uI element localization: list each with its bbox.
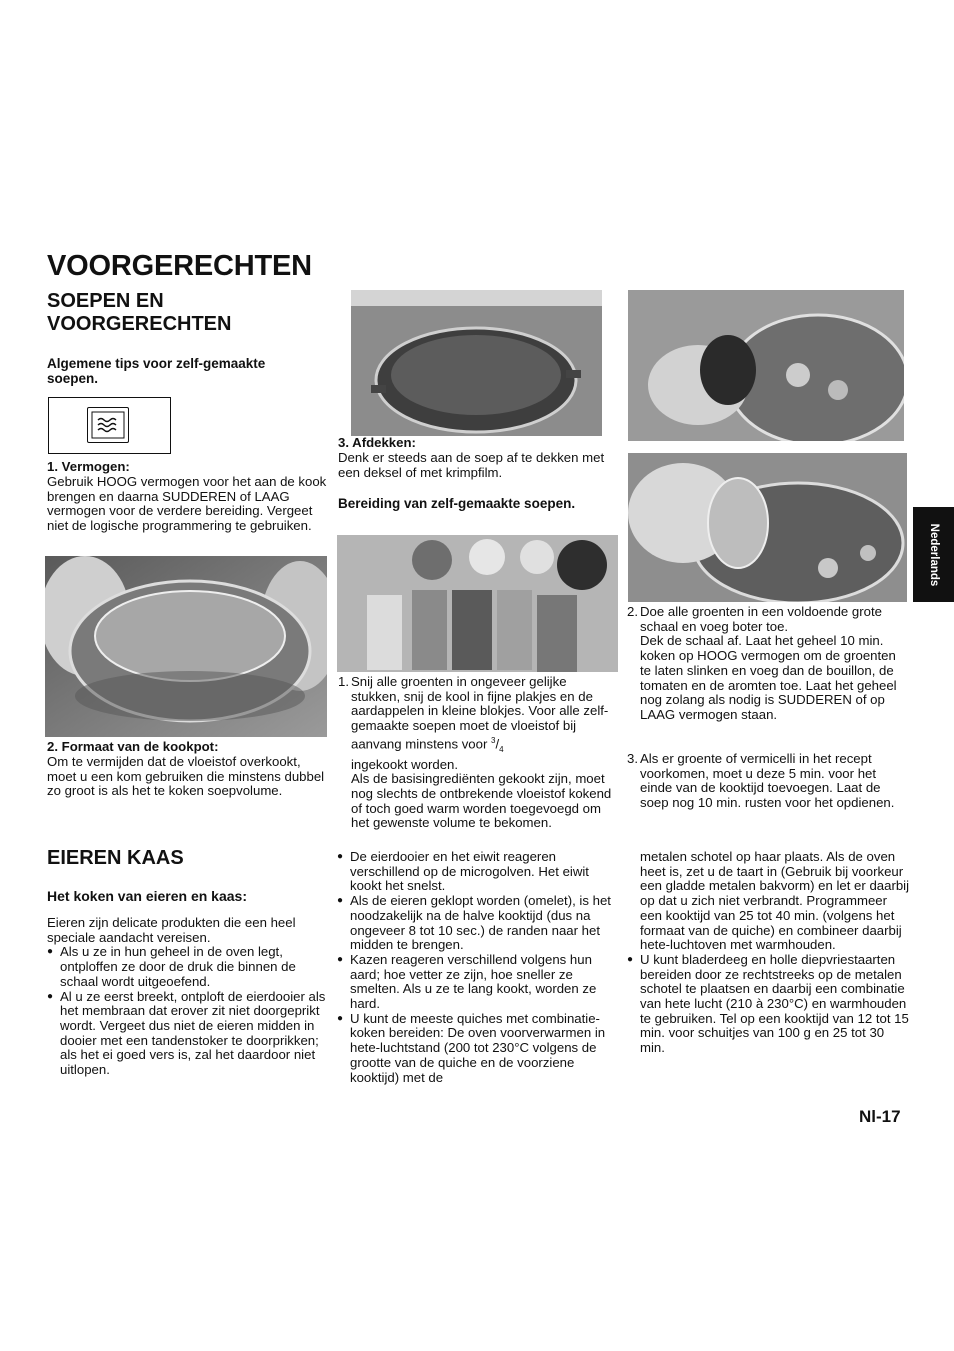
step1-title: 1. Vermogen: [47,459,130,474]
eggs-col3 [627,850,910,1056]
prep-step3 [627,752,909,827]
prep3-text: Als er groente of vermicelli in het recept voorkomen, moet u deze 5 min. voor het einde van de kooktijd toevoegen. Laat de soep nog 10 min. rusten voor het opdienen. [640,751,895,811]
prep1-text-c: Als de basisingrediënten gekookt zijn, moet nog slechts de ontbrekende vloeistof kokend of toch goed warm worden toegevoegd om het gewenste volume te bekomen. [351,771,612,831]
prep3-number: 3. [627,751,638,766]
eggs-bullet-2: ● Al u ze eerst breekt, ontploft de eierdooier als het membraan dat erover zit niet doorgeprikt wordt. Vergeet dus niet de eieren midden in dooier met een tandenstoker te doorprikken; als het ei goed vers is, zal het daardoor niet uitlopen. [47,990,327,1078]
step1-text: Gebruik HOOG vermogen voor het aan de kook brengen en daarna SUDDEREN of LAAG vermogen voor de verdere bereiding. Vergeet niet de logische programmering te gebruiken. [47,474,327,534]
eggs-bullet-5: ● Kazen reageren verschillend volgens hun aard; hoe vetter ze zijn, hoe sneller ze smelten. Als u ze te lang kookt, worden ze hard. [337,953,619,1012]
photo-ingredients [337,535,618,672]
prep-step2 [627,605,909,740]
eggs-bullet-7: ● U kunt bladerdeeg en holle diepvriestaarten bereiden door ze rechtstreeks op de metalen schotel te plaatsen en daarbij een combinatie van hete lucht (210 à 230°C) en warmhouden te gebruiken. Tel op een kooktijd van 12 tot 15 min. voor schuitjes van 100 g en 25 tot 30 min. [627,953,910,1056]
step3-text: Denk er steeds aan de soep af te dekken met een deksel of met krimpfilm. [338,450,605,480]
photo-pouring-bowl [628,290,904,441]
step2-text: Om te vermijden dat de vloeistof overkookt, moet u een kom gebruiken die minstens dubbel zo groot is als het te koken soepvolume. [47,754,325,799]
eggs-bullet-6: ● U kunt de meeste quiches met combinatie-koken bereiden: De oven voorverwarmen in hete-luchtstand (200 tot 230°C volgens de grootte van de quiche en de voorziene kooktijd) met de [337,1012,619,1086]
page-title: VOORGERECHTEN [47,250,312,282]
page-number: Nl-17 [859,1107,901,1126]
prep1-text-b: ingekookt worden. [351,756,459,772]
eggs-col2 [337,850,619,1085]
photo-covered-dish [351,290,602,436]
eggs-section-heading: EIEREN KAAS [47,847,184,869]
language-tab-label: Nederlands [927,523,940,586]
eggs-bullet-1: ● Als u ze in hun geheel in de oven legt, ontploffen ze door de druk die binnen de schaal wordt uitgeoefend. [47,945,327,989]
prep1-text-a-span: Snij alle groenten in ongeveer gelijke stukken, snij de kool in fijne plakjes en de aardappelen in kleine blokjes. Voor alle zelf-gemaakte soepen moet de vloeistof bij aanvang minstens voor [351,674,609,752]
eggs-col1 [47,916,327,1078]
prep2-text-b: Dek de schaal af. Laat het geheel 10 min. koken op HOOG vermogen om de groenten te laten slinken en voeg dan de bouillon, de tomaten en de aromten toe. Laat het geheel nog zolang als nodig is SUDDEREN of op LAAG vermogen staan. [640,633,897,722]
tips-heading: Algemene tips voor zelf-gemaakte soepen. [47,356,266,386]
prep-heading: Bereiding van zelf-gemaakte soepen. [338,496,576,511]
eggs-intro: Eieren zijn delicate produkten die een heel speciale aandacht vereisen. [47,915,296,945]
prep1-text-a: Snij alle groenten in ongeveer gelijke stukken, snij de kool in fijne plakjes en de aardappelen in kleine blokjes. Voor alle zelf-gemaakte soepen moet de vloeistof bij aanvang minstens voor $^3/_4$ [351,674,609,754]
eggs-continuation: metalen schotel op haar plaats. Als de oven heet is, zet u de taart in (Gebruik bij voorkeur een gladde metalen bakvorm) en let er daarbij op dat u zich niet verbrandt. Programmeer een kooktijd van 25 tot 40 min. (volgens het formaat van de quiche) en combineer daarbij hete-luchtoven met warmhouden. [640,849,910,953]
prep2-text-a: Doe alle groenten in een voldoende grote schaal en voeg boter toe. [640,604,882,634]
photo-bowl-with-lid [45,556,327,737]
language-tab [913,507,954,602]
prep1-number: 1. [338,674,349,689]
eggs-bullet-4: ● Als de eieren geklopt worden (omelet), is het noodzakelijk na de halve kooktijd (dus na ongeveer 8 tot 10 sec.) de randen naar het midden te brengen. [337,894,619,953]
photo-adding-vegetables [628,453,907,602]
eggs-bullet-3: ● De eierdooier en het eiwit reageren verschillend op de microgolven. Het eiwit kookt het snelst. [337,850,619,894]
fraction-numerator: 3 [491,735,496,745]
prep-step1 [338,675,618,840]
simmer-icon [87,407,129,443]
eggs-subheading: Het koken van eieren en kaas: [47,888,247,904]
simmer-symbol-box [48,397,171,454]
step3-title: 3. Afdekken: [338,435,416,450]
step2-title: 2. Formaat van de kookpot: [47,739,219,754]
prep2-number: 2. [627,604,638,619]
fraction-denominator: 4 [499,744,504,754]
soup-section-heading: SOEPEN EN VOORGERECHTEN [47,290,232,335]
